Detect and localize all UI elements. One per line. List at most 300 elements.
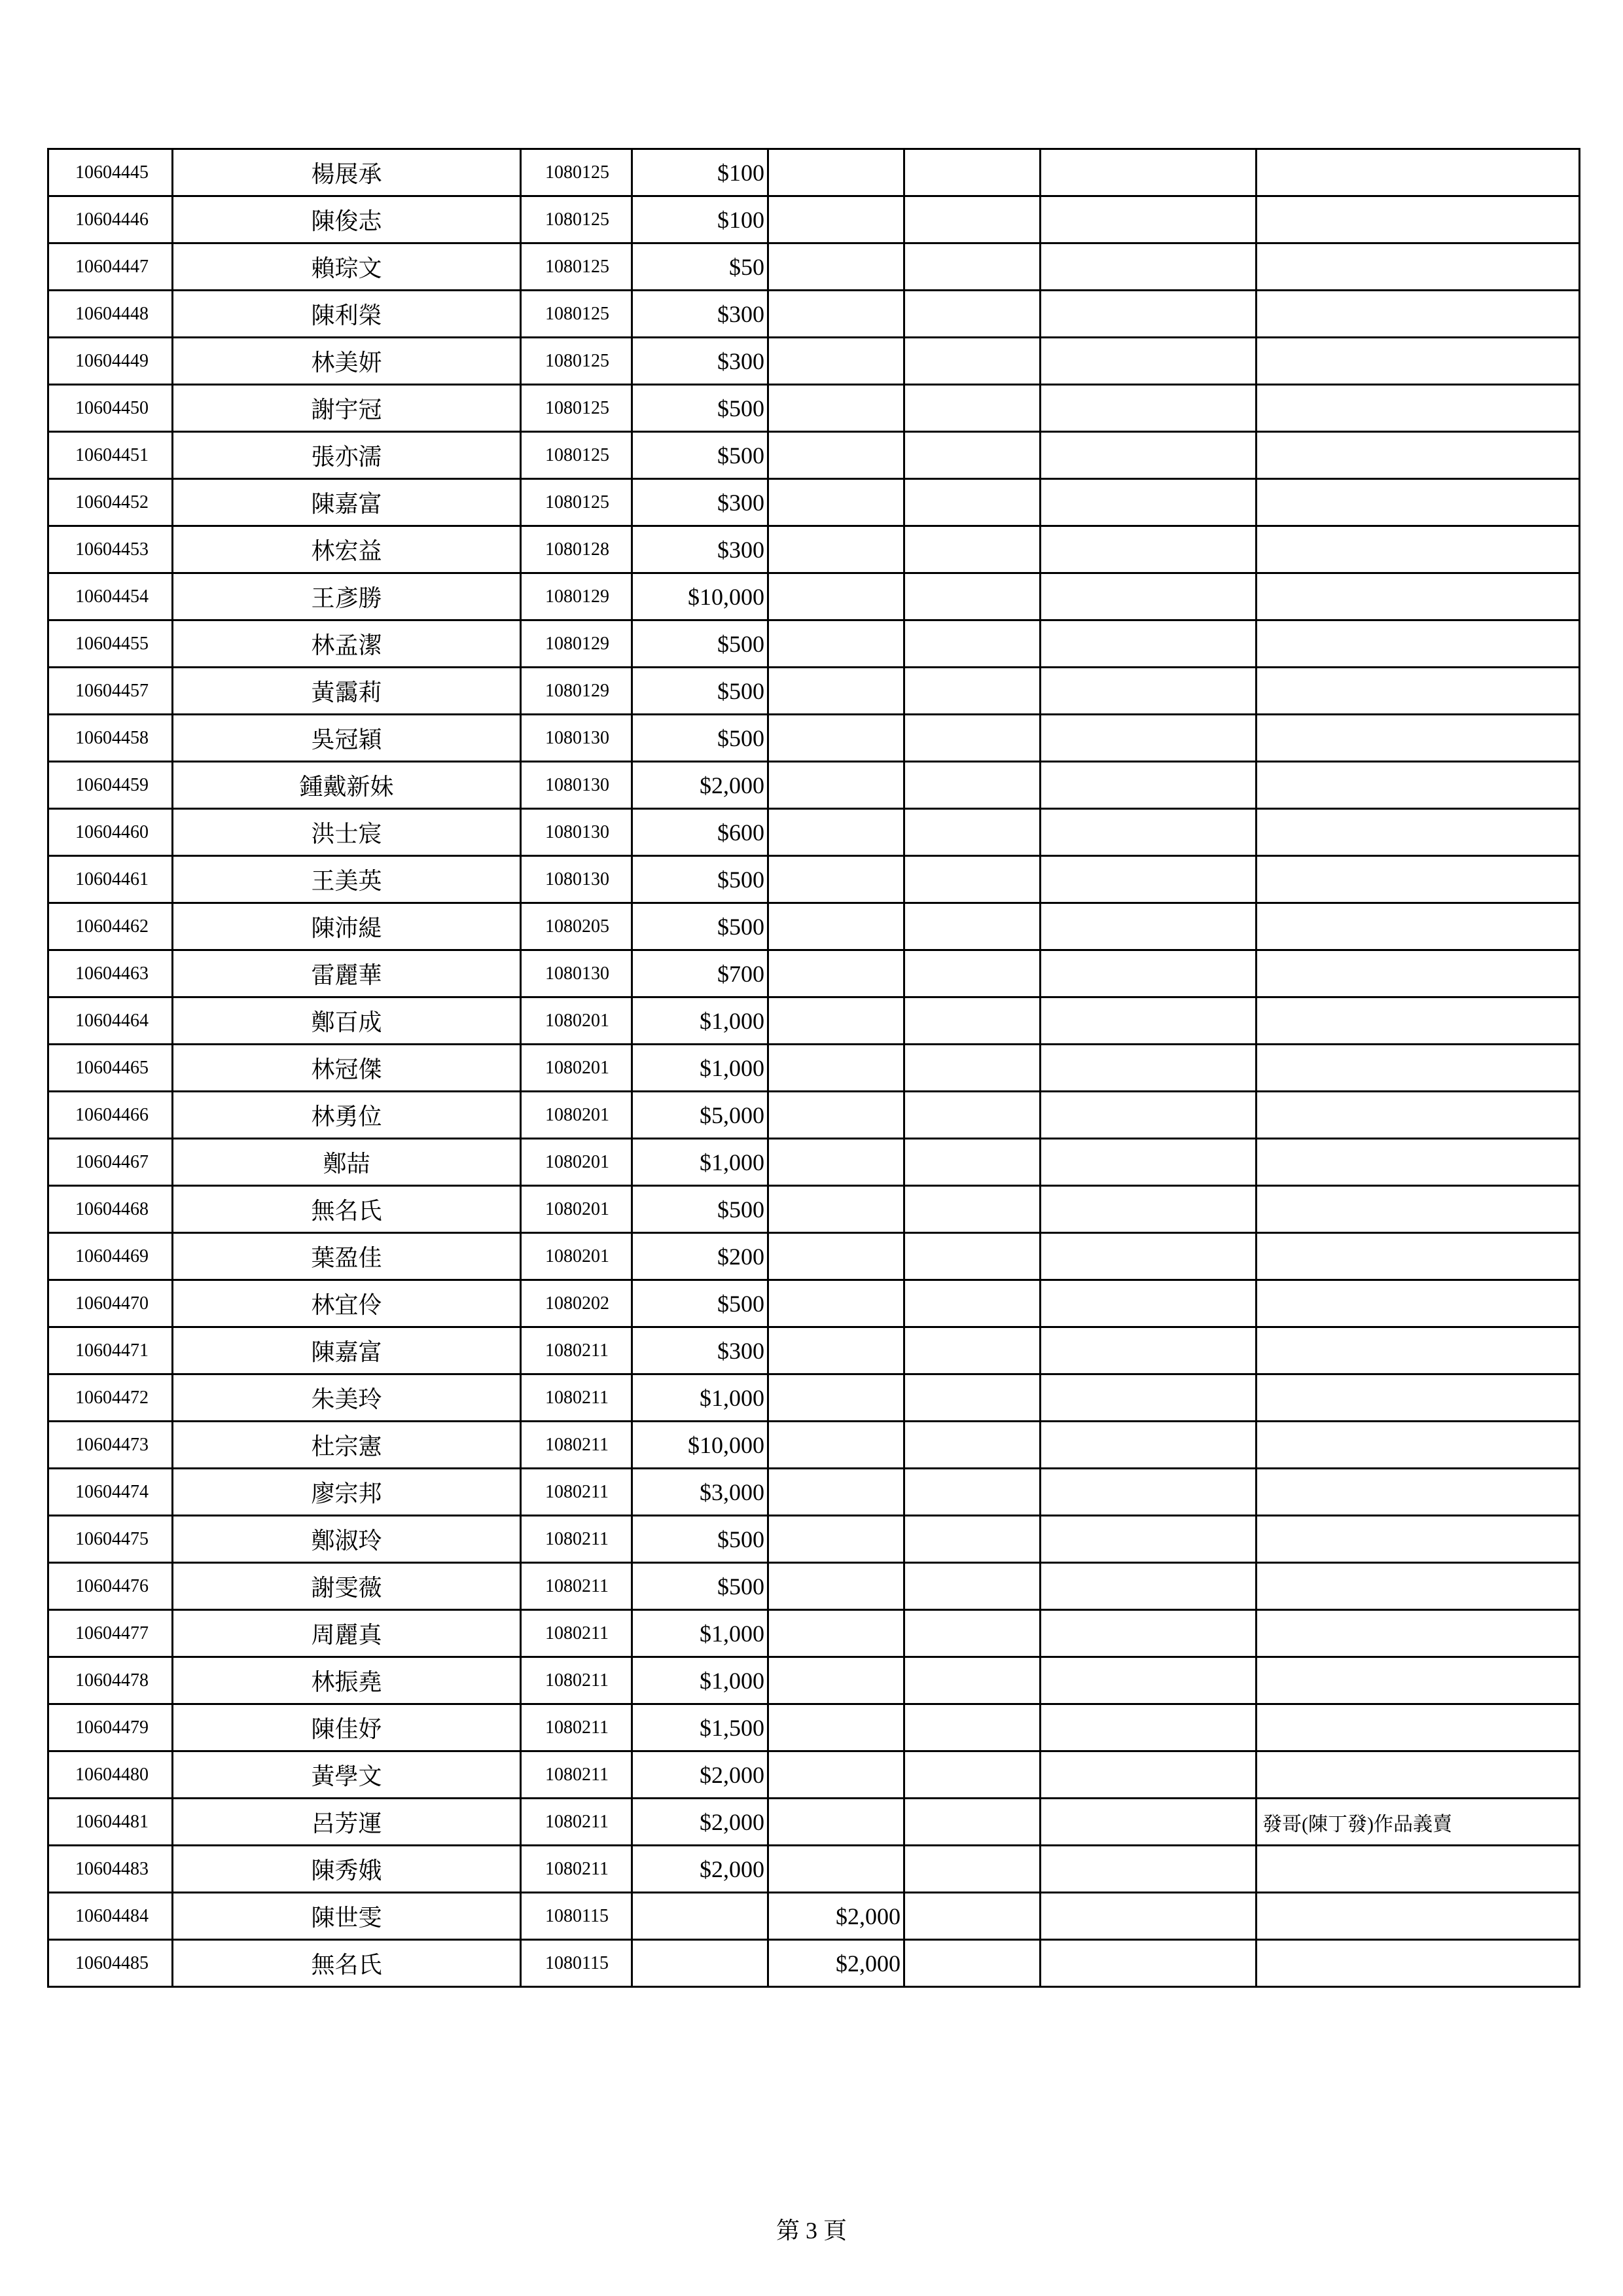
table-row <box>48 291 1580 338</box>
date-cell: 1080211 <box>521 1327 632 1374</box>
blank-cell <box>1041 620 1257 668</box>
blank-cell <box>1041 715 1257 762</box>
blank-cell <box>1041 809 1257 856</box>
table-row <box>48 1374 1580 1422</box>
blank-cell <box>904 1280 1041 1327</box>
note-cell <box>1257 479 1580 526</box>
date-cell: 1080211 <box>521 1610 632 1657</box>
amount-cell: $500 <box>632 903 768 950</box>
date-cell: 1080129 <box>521 573 632 620</box>
amount-cell: $300 <box>632 1327 768 1374</box>
blank-cell <box>904 620 1041 668</box>
note-cell <box>1257 1846 1580 1893</box>
receipt-number-cell: 10604455 <box>48 620 173 668</box>
amount-cell: $10,000 <box>632 573 768 620</box>
blank-cell <box>1041 1139 1257 1186</box>
amount-cell: $500 <box>632 620 768 668</box>
blank-cell <box>1041 479 1257 526</box>
table-row <box>48 997 1580 1045</box>
amount-alt-cell <box>768 1704 904 1751</box>
amount-cell: $5,000 <box>632 1092 768 1139</box>
amount-cell: $500 <box>632 1186 768 1233</box>
note-cell <box>1257 809 1580 856</box>
amount-alt-cell <box>768 668 904 715</box>
date-cell: 1080201 <box>521 997 632 1045</box>
table-row <box>48 1233 1580 1280</box>
note-cell <box>1257 1657 1580 1704</box>
amount-alt-cell <box>768 809 904 856</box>
blank-cell <box>1041 1186 1257 1233</box>
amount-cell: $1,000 <box>632 1045 768 1092</box>
donor-name-cell: 林振堯 <box>173 1657 521 1704</box>
amount-cell: $500 <box>632 1516 768 1563</box>
blank-cell <box>1041 903 1257 950</box>
table-row <box>48 1799 1580 1846</box>
receipt-number-cell: 10604463 <box>48 950 173 997</box>
donor-name-cell: 杜宗憲 <box>173 1422 521 1469</box>
blank-cell <box>904 1422 1041 1469</box>
blank-cell <box>904 1610 1041 1657</box>
note-cell <box>1257 1516 1580 1563</box>
blank-cell <box>1041 1374 1257 1422</box>
amount-alt-cell <box>768 903 904 950</box>
date-cell: 1080130 <box>521 856 632 903</box>
amount-alt-cell <box>768 149 904 196</box>
table-row <box>48 1139 1580 1186</box>
date-cell: 1080115 <box>521 1940 632 1987</box>
donor-name-cell: 吳冠穎 <box>173 715 521 762</box>
amount-alt-cell <box>768 1563 904 1610</box>
note-cell <box>1257 1704 1580 1751</box>
amount-cell: $100 <box>632 196 768 243</box>
blank-cell <box>904 291 1041 338</box>
blank-cell <box>1041 385 1257 432</box>
date-cell: 1080202 <box>521 1280 632 1327</box>
donor-name-cell: 陳秀娥 <box>173 1846 521 1893</box>
date-cell: 1080125 <box>521 479 632 526</box>
receipt-number-cell: 10604459 <box>48 762 173 809</box>
blank-cell <box>904 149 1041 196</box>
blank-cell <box>1041 1657 1257 1704</box>
receipt-number-cell: 10604468 <box>48 1186 173 1233</box>
note-cell: 發哥(陳丁發)作品義賣 <box>1257 1799 1580 1846</box>
donor-name-cell: 陳世雯 <box>173 1893 521 1940</box>
note-cell <box>1257 1610 1580 1657</box>
blank-cell <box>904 856 1041 903</box>
date-cell: 1080201 <box>521 1092 632 1139</box>
date-cell: 1080201 <box>521 1139 632 1186</box>
amount-cell: $1,000 <box>632 1139 768 1186</box>
receipt-number-cell: 10604470 <box>48 1280 173 1327</box>
date-cell: 1080125 <box>521 338 632 385</box>
receipt-number-cell: 10604479 <box>48 1704 173 1751</box>
amount-alt-cell <box>768 291 904 338</box>
date-cell: 1080211 <box>521 1846 632 1893</box>
blank-cell <box>1041 1516 1257 1563</box>
donor-name-cell: 陳沛緹 <box>173 903 521 950</box>
donor-name-cell: 鍾戴新妹 <box>173 762 521 809</box>
blank-cell <box>1041 762 1257 809</box>
blank-cell <box>1041 338 1257 385</box>
receipt-number-cell: 10604473 <box>48 1422 173 1469</box>
donor-name-cell: 周麗真 <box>173 1610 521 1657</box>
receipt-number-cell: 10604449 <box>48 338 173 385</box>
table-row <box>48 1893 1580 1940</box>
blank-cell <box>904 1327 1041 1374</box>
note-cell <box>1257 1045 1580 1092</box>
donation-ledger-table <box>47 148 1580 1988</box>
amount-cell: $500 <box>632 432 768 479</box>
blank-cell <box>1041 1422 1257 1469</box>
blank-cell <box>904 762 1041 809</box>
note-cell <box>1257 903 1580 950</box>
blank-cell <box>904 526 1041 573</box>
table-row <box>48 1422 1580 1469</box>
donor-name-cell: 呂芳運 <box>173 1799 521 1846</box>
amount-alt-cell <box>768 526 904 573</box>
donor-name-cell: 陳嘉富 <box>173 1327 521 1374</box>
blank-cell <box>1041 950 1257 997</box>
blank-cell <box>904 432 1041 479</box>
note-cell <box>1257 950 1580 997</box>
blank-cell <box>904 573 1041 620</box>
donor-name-cell: 林美妍 <box>173 338 521 385</box>
date-cell: 1080211 <box>521 1422 632 1469</box>
receipt-number-cell: 10604460 <box>48 809 173 856</box>
donor-name-cell: 謝宇冠 <box>173 385 521 432</box>
amount-cell <box>632 1893 768 1940</box>
amount-alt-cell <box>768 1280 904 1327</box>
date-cell: 1080211 <box>521 1516 632 1563</box>
receipt-number-cell: 10604446 <box>48 196 173 243</box>
blank-cell <box>904 479 1041 526</box>
donor-name-cell: 鄭百成 <box>173 997 521 1045</box>
amount-cell: $100 <box>632 149 768 196</box>
blank-cell <box>904 903 1041 950</box>
blank-cell <box>1041 1045 1257 1092</box>
amount-alt-cell <box>768 1422 904 1469</box>
donor-name-cell: 林宏益 <box>173 526 521 573</box>
donor-name-cell: 陳嘉富 <box>173 479 521 526</box>
date-cell: 1080130 <box>521 809 632 856</box>
date-cell: 1080211 <box>521 1563 632 1610</box>
donor-name-cell: 林宜伶 <box>173 1280 521 1327</box>
blank-cell <box>1041 1469 1257 1516</box>
note-cell <box>1257 196 1580 243</box>
amount-cell: $300 <box>632 526 768 573</box>
receipt-number-cell: 10604462 <box>48 903 173 950</box>
note-cell <box>1257 149 1580 196</box>
amount-alt-cell <box>768 997 904 1045</box>
table-row <box>48 1563 1580 1610</box>
blank-cell <box>1041 1563 1257 1610</box>
note-cell <box>1257 1280 1580 1327</box>
amount-alt-cell <box>768 196 904 243</box>
table-row <box>48 1704 1580 1751</box>
amount-alt-cell <box>768 573 904 620</box>
amount-cell: $50 <box>632 243 768 291</box>
donor-name-cell: 楊展承 <box>173 149 521 196</box>
blank-cell <box>904 1563 1041 1610</box>
note-cell <box>1257 1751 1580 1799</box>
donor-name-cell: 雷麗華 <box>173 950 521 997</box>
blank-cell <box>904 1139 1041 1186</box>
blank-cell <box>904 1704 1041 1751</box>
donor-name-cell: 賴琮文 <box>173 243 521 291</box>
donor-name-cell: 黃學文 <box>173 1751 521 1799</box>
date-cell: 1080130 <box>521 950 632 997</box>
amount-alt-cell <box>768 1469 904 1516</box>
date-cell: 1080201 <box>521 1186 632 1233</box>
amount-cell: $2,000 <box>632 1751 768 1799</box>
blank-cell <box>1041 1092 1257 1139</box>
table-row <box>48 385 1580 432</box>
note-cell <box>1257 1186 1580 1233</box>
table-row <box>48 1751 1580 1799</box>
amount-cell: $600 <box>632 809 768 856</box>
note-cell <box>1257 338 1580 385</box>
date-cell: 1080125 <box>521 149 632 196</box>
table-row <box>48 243 1580 291</box>
table-row <box>48 809 1580 856</box>
blank-cell <box>1041 1610 1257 1657</box>
amount-alt-cell <box>768 385 904 432</box>
receipt-number-cell: 10604478 <box>48 1657 173 1704</box>
table-row <box>48 1469 1580 1516</box>
table-row <box>48 196 1580 243</box>
amount-alt-cell <box>768 479 904 526</box>
receipt-number-cell: 10604472 <box>48 1374 173 1422</box>
date-cell: 1080115 <box>521 1893 632 1940</box>
amount-alt-cell <box>768 1327 904 1374</box>
receipt-number-cell: 10604464 <box>48 997 173 1045</box>
blank-cell <box>1041 1846 1257 1893</box>
receipt-number-cell: 10604476 <box>48 1563 173 1610</box>
receipt-number-cell: 10604457 <box>48 668 173 715</box>
date-cell: 1080130 <box>521 762 632 809</box>
receipt-number-cell: 10604458 <box>48 715 173 762</box>
donor-name-cell: 林冠傑 <box>173 1045 521 1092</box>
receipt-number-cell: 10604474 <box>48 1469 173 1516</box>
receipt-number-cell: 10604475 <box>48 1516 173 1563</box>
page-number: 第 3 頁 <box>776 2217 847 2244</box>
date-cell: 1080211 <box>521 1657 632 1704</box>
amount-alt-cell <box>768 243 904 291</box>
blank-cell <box>904 385 1041 432</box>
date-cell: 1080211 <box>521 1751 632 1799</box>
amount-alt-cell <box>768 1139 904 1186</box>
amount-cell: $300 <box>632 291 768 338</box>
blank-cell <box>904 1186 1041 1233</box>
date-cell: 1080211 <box>521 1469 632 1516</box>
table-row <box>48 479 1580 526</box>
date-cell: 1080125 <box>521 291 632 338</box>
blank-cell <box>1041 1233 1257 1280</box>
blank-cell <box>904 1469 1041 1516</box>
amount-alt-cell: $2,000 <box>768 1940 904 1987</box>
blank-cell <box>904 1940 1041 1987</box>
blank-cell <box>904 196 1041 243</box>
amount-alt-cell <box>768 762 904 809</box>
receipt-number-cell: 10604467 <box>48 1139 173 1186</box>
blank-cell <box>1041 1327 1257 1374</box>
date-cell: 1080201 <box>521 1045 632 1092</box>
date-cell: 1080211 <box>521 1374 632 1422</box>
note-cell <box>1257 856 1580 903</box>
amount-alt-cell <box>768 1374 904 1422</box>
table-row <box>48 526 1580 573</box>
table-row <box>48 1327 1580 1374</box>
blank-cell <box>904 997 1041 1045</box>
amount-cell: $500 <box>632 1280 768 1327</box>
amount-alt-cell <box>768 1092 904 1139</box>
blank-cell <box>1041 668 1257 715</box>
amount-alt-cell <box>768 338 904 385</box>
blank-cell <box>1041 1751 1257 1799</box>
table-row <box>48 668 1580 715</box>
blank-cell <box>1041 1893 1257 1940</box>
blank-cell <box>904 1045 1041 1092</box>
blank-cell <box>904 1374 1041 1422</box>
note-cell <box>1257 432 1580 479</box>
amount-cell: $1,500 <box>632 1704 768 1751</box>
amount-alt-cell <box>768 1846 904 1893</box>
amount-alt-cell <box>768 1233 904 1280</box>
note-cell <box>1257 1139 1580 1186</box>
blank-cell <box>904 1751 1041 1799</box>
amount-cell: $3,000 <box>632 1469 768 1516</box>
amount-cell: $1,000 <box>632 997 768 1045</box>
ledger-body <box>48 149 1580 1987</box>
amount-cell: $10,000 <box>632 1422 768 1469</box>
receipt-number-cell: 10604461 <box>48 856 173 903</box>
blank-cell <box>904 809 1041 856</box>
amount-cell: $700 <box>632 950 768 997</box>
date-cell: 1080125 <box>521 196 632 243</box>
note-cell <box>1257 1374 1580 1422</box>
table-row <box>48 432 1580 479</box>
donor-name-cell: 黃靄莉 <box>173 668 521 715</box>
amount-cell: $200 <box>632 1233 768 1280</box>
receipt-number-cell: 10604452 <box>48 479 173 526</box>
receipt-number-cell: 10604466 <box>48 1092 173 1139</box>
receipt-number-cell: 10604480 <box>48 1751 173 1799</box>
blank-cell <box>904 950 1041 997</box>
receipt-number-cell: 10604471 <box>48 1327 173 1374</box>
donor-name-cell: 無名氏 <box>173 1940 521 1987</box>
blank-cell <box>1041 856 1257 903</box>
blank-cell <box>1041 526 1257 573</box>
blank-cell <box>904 715 1041 762</box>
amount-alt-cell <box>768 1657 904 1704</box>
table-row <box>48 715 1580 762</box>
note-cell <box>1257 1092 1580 1139</box>
date-cell: 1080129 <box>521 620 632 668</box>
amount-alt-cell <box>768 1751 904 1799</box>
note-cell <box>1257 762 1580 809</box>
blank-cell <box>904 338 1041 385</box>
note-cell <box>1257 620 1580 668</box>
blank-cell <box>1041 243 1257 291</box>
table-row <box>48 1280 1580 1327</box>
note-cell <box>1257 668 1580 715</box>
donor-name-cell: 廖宗邦 <box>173 1469 521 1516</box>
receipt-number-cell: 10604453 <box>48 526 173 573</box>
amount-cell: $500 <box>632 856 768 903</box>
table-row <box>48 338 1580 385</box>
blank-cell <box>904 1846 1041 1893</box>
table-row <box>48 762 1580 809</box>
donor-name-cell: 陳俊志 <box>173 196 521 243</box>
amount-alt-cell: $2,000 <box>768 1893 904 1940</box>
amount-alt-cell <box>768 950 904 997</box>
note-cell <box>1257 1940 1580 1987</box>
receipt-number-cell: 10604484 <box>48 1893 173 1940</box>
blank-cell <box>1041 432 1257 479</box>
amount-cell: $1,000 <box>632 1610 768 1657</box>
receipt-number-cell: 10604483 <box>48 1846 173 1893</box>
note-cell <box>1257 385 1580 432</box>
amount-cell: $300 <box>632 338 768 385</box>
table-row <box>48 856 1580 903</box>
blank-cell <box>904 668 1041 715</box>
table-row <box>48 950 1580 997</box>
donor-name-cell: 張亦濡 <box>173 432 521 479</box>
amount-cell: $300 <box>632 479 768 526</box>
donor-name-cell: 朱美玲 <box>173 1374 521 1422</box>
note-cell <box>1257 1563 1580 1610</box>
donor-name-cell: 林勇位 <box>173 1092 521 1139</box>
amount-cell: $500 <box>632 715 768 762</box>
note-cell <box>1257 243 1580 291</box>
amount-alt-cell <box>768 1186 904 1233</box>
receipt-number-cell: 10604485 <box>48 1940 173 1987</box>
receipt-number-cell: 10604481 <box>48 1799 173 1846</box>
amount-cell <box>632 1940 768 1987</box>
blank-cell <box>904 1516 1041 1563</box>
receipt-number-cell: 10604447 <box>48 243 173 291</box>
donor-name-cell: 鄭淑玲 <box>173 1516 521 1563</box>
donor-name-cell: 王美英 <box>173 856 521 903</box>
amount-cell: $500 <box>632 1563 768 1610</box>
blank-cell <box>1041 1280 1257 1327</box>
donor-name-cell: 葉盈佳 <box>173 1233 521 1280</box>
table-row <box>48 1610 1580 1657</box>
date-cell: 1080211 <box>521 1704 632 1751</box>
blank-cell <box>1041 291 1257 338</box>
date-cell: 1080129 <box>521 668 632 715</box>
amount-alt-cell <box>768 620 904 668</box>
table-row <box>48 1940 1580 1987</box>
amount-alt-cell <box>768 432 904 479</box>
amount-alt-cell <box>768 1045 904 1092</box>
blank-cell <box>1041 997 1257 1045</box>
note-cell <box>1257 1893 1580 1940</box>
receipt-number-cell: 10604454 <box>48 573 173 620</box>
table-row <box>48 620 1580 668</box>
amount-cell: $2,000 <box>632 762 768 809</box>
donor-name-cell: 王彥勝 <box>173 573 521 620</box>
date-cell: 1080125 <box>521 385 632 432</box>
amount-alt-cell <box>768 715 904 762</box>
table-row <box>48 1045 1580 1092</box>
blank-cell <box>1041 149 1257 196</box>
donor-name-cell: 林孟潔 <box>173 620 521 668</box>
blank-cell <box>1041 1704 1257 1751</box>
donor-name-cell: 陳佳妤 <box>173 1704 521 1751</box>
amount-cell: $500 <box>632 668 768 715</box>
note-cell <box>1257 1233 1580 1280</box>
